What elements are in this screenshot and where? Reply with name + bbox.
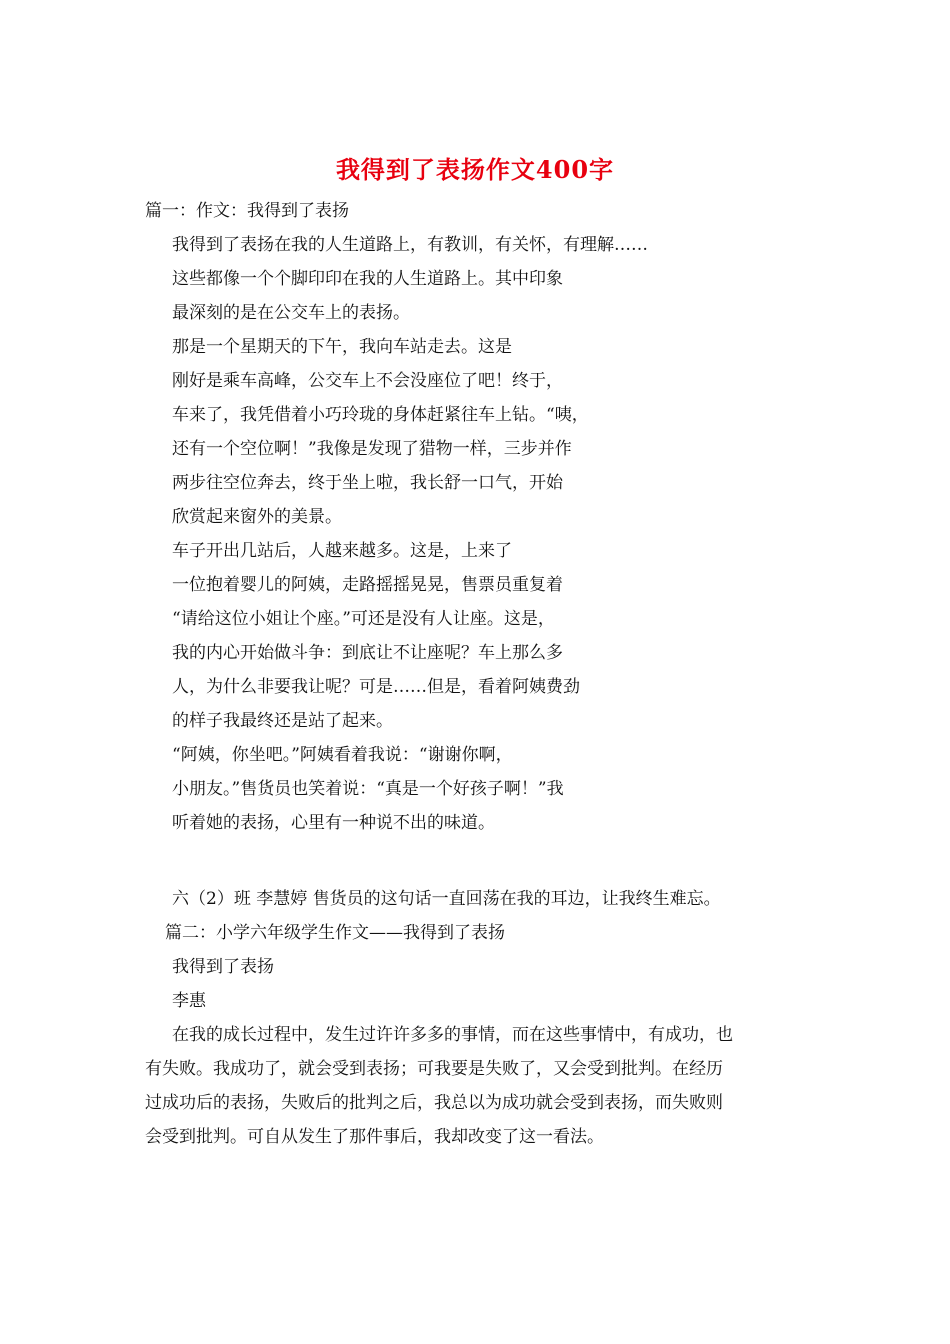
section1-line: 欣赏起来窗外的美景。 xyxy=(172,507,342,527)
section1-closing: 六（2）班 李慧婷 售货员的这句话一直回荡在我的耳边，让我终生难忘。 xyxy=(172,889,721,909)
section2-line: 过成功后的表扬，失败后的批判之后，我总以为成功就会受到表扬，而失败则 xyxy=(145,1093,723,1113)
document-title: 我得到了表扬作文400字 xyxy=(335,155,615,184)
section1-line: 一位抱着婴儿的阿姨，走路摇摇晃晃，售票员重复着 xyxy=(172,575,563,595)
section1-line: 两步往空位奔去，终于坐上啦，我长舒一口气，开始 xyxy=(172,473,563,493)
section1-line: “请给这位小姐让个座。”可还是没有人让座。这是， xyxy=(172,609,555,629)
section2-line: 在我的成长过程中，发生过许许多多的事情，而在这些事情中，有成功，也 xyxy=(172,1025,733,1045)
section2-line: 会受到批判。可自从发生了那件事后，我却改变了这一看法。 xyxy=(145,1127,604,1147)
section1-line: 小朋友。”售货员也笑着说：“真是一个好孩子啊！”我 xyxy=(172,779,564,799)
section1-line: 我得到了表扬在我的人生道路上，有教训，有关怀，有理解…… xyxy=(172,235,648,255)
section2-author: 李惠 xyxy=(172,991,206,1011)
section1-line: 听着她的表扬，心里有一种说不出的味道。 xyxy=(172,813,495,833)
section1-line: 那是一个星期天的下午，我向车站走去。这是 xyxy=(172,337,512,357)
section1-line: 车子开出几站后，人越来越多。这是，上来了 xyxy=(172,541,512,561)
section2-subtitle: 我得到了表扬 xyxy=(172,957,274,977)
section2-line: 有失败。我成功了，就会受到表扬；可我要是失败了，又会受到批判。在经历 xyxy=(145,1059,723,1079)
section1-line: 这些都像一个个脚印印在我的人生道路上。其中印象 xyxy=(172,269,563,289)
section1-line: 人，为什么非要我让呢？可是……但是，看着阿姨费劲 xyxy=(172,677,580,697)
section1-line: 最深刻的是在公交车上的表扬。 xyxy=(172,303,410,323)
section2-heading: 篇二：小学六年级学生作文——我得到了表扬 xyxy=(165,923,505,943)
section1-line: 刚好是乘车高峰，公交车上不会没座位了吧！终于， xyxy=(172,371,563,391)
section1-line: 我的内心开始做斗争：到底让不让座呢？车上那么多 xyxy=(172,643,563,663)
section1-line: “阿姨，你坐吧。”阿姨看着我说：“谢谢你啊， xyxy=(172,745,513,765)
section1-line: 还有一个空位啊！”我像是发现了猎物一样，三步并作 xyxy=(172,439,572,459)
section1-line: 的样子我最终还是站了起来。 xyxy=(172,711,393,731)
section1-line: 车来了，我凭借着小巧玲珑的身体赶紧往车上钻。“咦， xyxy=(172,405,589,425)
section1-heading: 篇一：作文：我得到了表扬 xyxy=(145,201,349,221)
